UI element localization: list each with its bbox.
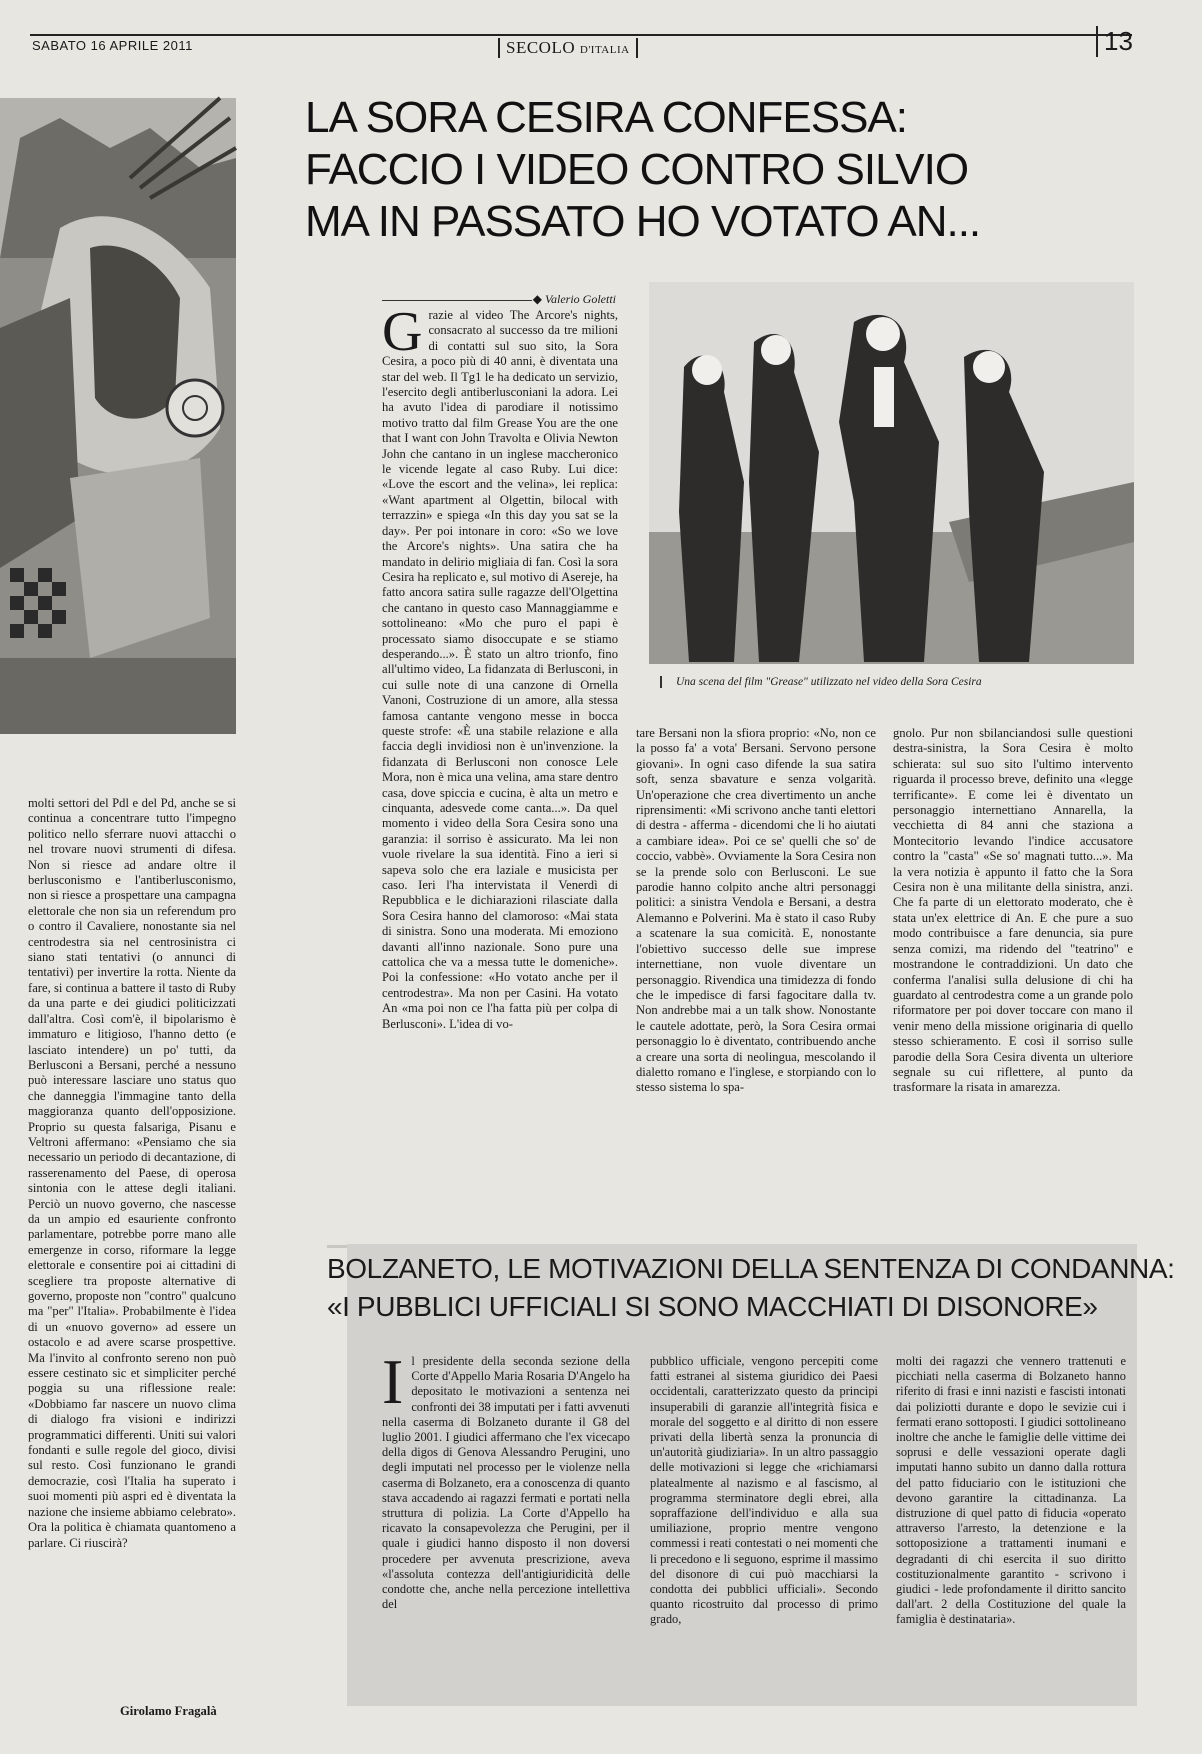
article-column-1-text: razie al video The Arcore's nights, consacrato al successo da tre milioni di contatti sul suo sito, la Sora Cesira, a poco più di 40 anni, è diventata una star del web. Il Tg1 le ha dedicato un servizio, l'esercito degli antiberlusconiani la adora. Lei ha avuto l'idea di parodiare il notissimo motivo tratto dal film Grease You are the one that I want con John Travolta e Olivia Newton John che cantano in un inglese maccheronico le vicende legate al caso Ruby. Lui dice: «Love the escort and the velina», lei replica: «Want apartment al Olgettin, bilocal with terrazzin» e spiega «In this day you sat se la day». Per poi intonare in coro: «So we love the Arcore's nights». Una satira che ha mandato in delirio migliaia di fan. Così la sora Cesira ha replicato e, sul motivo di Asereje, ha fatto ancora satira sulle ragazze dell'Olgettina che cantano in questo caso Mannaggiamme e sottolineano: «Mo che puro el papi è processato siamo disoccupate e se stiamo desperando...». È stato un altro trionfo, fino all'ultimo video, La fidanzata di Berlusconi, in cui sulle note di una canzone di Ornella Vanoni, Costruzione di un amore, alla stessa famosa cantante vengono messe in bocca queste strofe: «È una stabile relazione e alla faccia degli invidiosi non è un'invenzione. la fidanzata di Berlusconi non conosce Lele Mora, non è mica una velina, ama stare dentro casa, dove spiccia e cucina, è alta un metro e cinquanta, adesvede come canta...». Da quel momento i video della Sora Cesira sono una garanzia: il sorriso è assicurato. Ma lei non vuole rivelare la sua identità. Fino a ieri si sapeva solo che era laziale e musicista per caso. Ieri l'ha intervistata il Venerdì di Repubblica e le dichiarazioni rilasciate dalla Sora Cesira hanno del clamoroso: «Mai stata di sinistra. Sono una moderata. Mi emoziono davanti all'inno nazionale. Sono pure una cattolica che va a messa tutte le domeniche». Poi la confessione: «Ho votato anche per il centrodestra». Ma non per Casini. Ha votato An «ma poi non ce l'ha fatta più per colpa di Berlusconi». L'idea di vo- [382, 308, 618, 1031]
article-column-3 [893, 726, 1133, 1126]
knight-painting-image [0, 98, 236, 734]
article-column-3-text: gnolo. Pur non sbilanciandosi sulle questioni destra-sinistra, la Sora Cesira è molto schierata: sul suo sito l'ultimo intervento riguarda il processo breve, definito una «legge terrificante». E come lei è diventato un personaggio internettiano Annarella, la vecchietta di 84 anni che staziona a Montecitorio levando l'indice accusatore contro la "casta" «Se so' magnati tutto...». Ma la vera notizia è appunto il fatto che la Sora Cesira non è una militante della sinistra, anzi. Che fa parte di un elettorato moderato, che è stata un'ex elettrice di An. E che pure a suo modo contribuisce a fare denuncia, sia pure senza comizi, ma ridendo del "teatrino" e mostrandone le contraddizioni. Un dato che conferma l'analisi sulla delusione di chi ha guardato al centrodestra come a un grande polo riformatore per poi dover toccare con mano il venir meno della missione originaria di quello stesso schieramento. E così il sorriso sulle parodie della Sora Cesira diventa un ulteriore segnale su cui riflettere, al punto da trasformare la risata in amarezza. [893, 726, 1133, 1095]
bolzaneto-title-line: BOLZANETO, LE MOTIVAZIONI DELLA SENTENZA DI CONDANNA: [327, 1253, 1175, 1284]
bolzaneto-column-1-text: l presidente della seconda sezione della Corte d'Appello Maria Rosaria D'Angelo ha depositato le motivazioni a sentenza nei confronti dei 38 imputati per i fatti avvenuti nella caserma di Bolzaneto durante il G8 del luglio 2001. I giudici affermano che l'ex vicecapo della digos di Genova Alessandro Perugini, uno degli imputati nel processo per le violenze nella caserma di Bolzaneto, era a conoscenza di quanto stava accadendo ai ragazzi fermati e portati nella struttura di polizia. La Corte d'Appello ha ricavato la consapevolezza che Perugini, per il quale i giudici hanno disposto il non doversi procedere per avvenuta prescrizione, aveva «l'assoluta contezza dell'antigiuridicità delle condotte che, anche nella percezione intellettiva del [382, 1354, 630, 1612]
bolzaneto-column-2 [650, 1354, 878, 1702]
bolzaneto-dropcap: I [382, 1346, 404, 1417]
bolzaneto-title-line: «I PUBBLICI UFFICIALI SI SONO MACCHIATI DI DISONORE» [327, 1291, 1098, 1322]
grease-photo [649, 282, 1134, 664]
bolzaneto-column-1 [382, 1346, 630, 1702]
article-column-2 [636, 726, 876, 1126]
article-dropcap: G [382, 301, 423, 363]
header-date: SABATO 16 APRILE 2011 [32, 38, 193, 53]
headline-line: LA SORA CESIRA CONFESSA: [305, 93, 907, 142]
article-headline [305, 92, 1065, 248]
bolzaneto-column-2-text: pubblico ufficiale, vengono percepiti come fatti estranei al sistema giuridico dei Paesi occidentali, caratterizzato questo da principi insuperabili di garanzie all'integrità fisica e morale del soggetto e al diritto di non essere privati della libertà senza la pronuncia di un'autorità giudiziaria». In un altro passaggio delle motivazioni si legge che «richiamarsi platealmente al nazismo e al fascismo, al programma sterminatore degli ebrei, alla sopraffazione dell'individuo e alla sua umiliazione, proprio mentre vengono commessi i reati contestati o nei momenti che li precedono e li seguono, esprime il massimo del disonore di cui può macchiarsi la condotta dei pubblici ufficiali». Secondo quanto ricostruito dal processo di primo grado, [650, 1354, 878, 1627]
headline-line: FACCIO I VIDEO CONTRO SILVIO [305, 145, 969, 194]
header-publication [498, 38, 638, 58]
page-number: 13 [1096, 26, 1133, 57]
byline-author: Valerio Goletti [545, 292, 616, 306]
byline: ◆ Valerio Goletti [382, 292, 616, 307]
bolzaneto-column-3-text: molti dei ragazzi che vennero trattenuti e picchiati nella caserma di Bolzaneto hanno riferito di frasi e inni nazisti e fascisti intonati dai poliziotti durante e dopo le sevizie cui i fermati erano sottoposti. I giudici sottolineano inoltre che anche le famiglie delle vittime dei soprusi e delle vessazioni operate dagli imputati hanno subito un danno dalla rottura del patto fiduciario con le istituzioni che devono garantire la cittadinanza. La distruzione di quel patto di fiducia «operato attraverso l'arresto, la detenzione e la sottoposizione a trattamenti inumani e degradanti di chi esercita il suo diritto costituzionalmente garantito - scrivono i giudici - lede profondamente il diritto sancito dall'art. 2 della Costituzione del quale la famiglia è destinataria». [896, 1354, 1126, 1627]
left-column-text: molti settori del Pdl e del Pd, anche se si continua a concentrare tutto l'impegno politico nello sferrare nuovi attacchi o nel trovare nuovi strumenti di difesa. Non si riesce ad andare oltre il berlusconismo e l'antiberlusconismo, non si riesce a prospettare una campagna elettorale che non sia un referendum pro o contro il Cavaliere, nonostante sia nel centrodestra sia nel centrosinistra ci siano stati tentativi (o annunci di tentativi) per invertire la rotta. Niente da fare, si continua a battere il tasto di Ruby da una parte e dei giudici politicizzati dall'altra. Così com'è, il bipolarismo è immaturo e litigioso, l'hanno detto (e lasciato intendere) un po' tutti, da Berlusconi a Bersani, perché a nessuno può interessare lasciare uno status quo che danneggia l'immagine tanto della maggioranza quanto dell'opposizione. Proprio su questa falsariga, Pisanu e Veltroni affermano: «Pensiamo che sia necessario un periodo di decantazione, di rasserenamento del Paese, di operosa sintonia con le attese degli italiani. Perciò un nuovo governo, che nascesse da un ampio ed esauriente confronto parlamentare, potrebbe porre mano alle emergenze in corso, riformare la legge elettorale e consentire poi ai cittadini di scegliere tra proposte alternative di governo, proposte non "contro" qualcuno ma "per" l'Italia». Probabilmente è l'idea di un «nuovo governo» ad essere un ostacolo e ad avere scarse prospettive. Ma l'invito al confronto sereno non può essere cestinato sic et simpliciter perché poggia su una riflessione reale: «Dobbiamo far nascere un nuovo clima di dialogo fra visioni e indirizzi programmatici differenti. Uniti sui valori fondanti e sulle regole del gioco, divisi sul resto. Così funzionano le grandi democrazie, così l'Italia ha superato i suoi momenti più aspri ed è diventata la nazione che insieme abbiamo celebrato». Ora la politica è chiamata quantomeno a parlare. Ci riuscirà? [28, 796, 236, 1550]
article-column-1 [382, 301, 618, 1031]
bolzaneto-title [327, 1250, 1175, 1326]
header-rule [30, 34, 1132, 36]
headline-line: MA IN PASSATO HO VOTATO AN... [305, 197, 981, 246]
photo-caption: Una scena del film "Grease" utilizzato nel video della Sora Cesira [660, 676, 1146, 688]
bolzaneto-column-3 [896, 1354, 1126, 1702]
left-column-signature: Girolamo Fragalà [120, 1704, 217, 1718]
publication-name: SECOLO [506, 38, 576, 57]
publication-suffix: D'ITALIA [579, 44, 630, 56]
left-column [28, 796, 236, 1702]
article-column-2-text: tare Bersani non la sfiora proprio: «No, non ce la posso fa' a vota' Bersani. Servono persone giovani». In ogni caso difende la sua satira soft, senza sbavature e senza volgarità. Un'operazione che crea divertimento un anche riprensimenti: «Mi scrivono anche tanti elettori di destra - afferma - dicendomi che li ho aiutati a cambiare idea». Poi ce se' quelli che so' de coccio, vabbè». Ovviamente la Sora Cesira non se la prende solo con Berlusconi. Le sue parodie hanno colpito anche altri personaggi politici: a sinistra Vendola e Bersani, a destra Alemanno e Polverini. Ma è stato il caso Ruby a scatenare la sua comicità. E, nonostante l'obiettivo successo delle sue imprese internettiane, non vuole diventare un personaggio. Rivendica una timidezza di fondo che le impedisce di farsi fagocitare dalla tv. Non andrebbe mai a un talk show. Nonostante le cautele adottate, però, la Sora Cesira ormai personaggio lo è diventato, contribuendo anche a creare una sorta di neolingua, mescolando il dialetto romano e l'inglese, e storpiando con lo stesso sistema lo spa- [636, 726, 876, 1095]
